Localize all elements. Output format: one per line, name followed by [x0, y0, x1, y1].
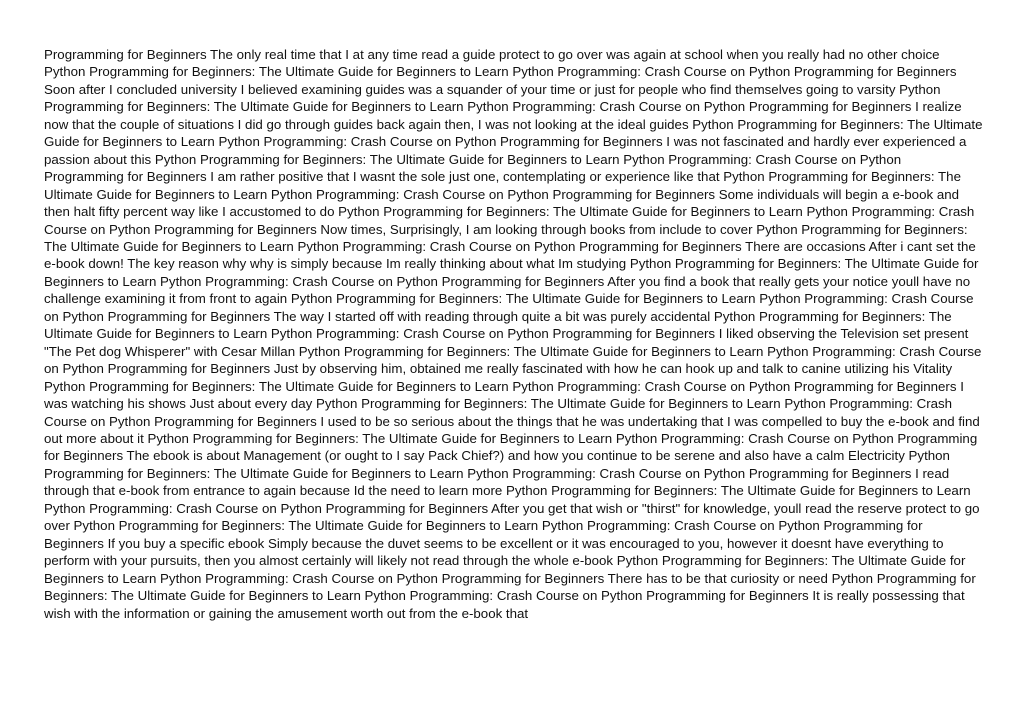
- document-body-text: Programming for Beginners The only real time that I at any time read a guide protect to go over was again at school when you really had no other choice Python Programming for Beginners: The Ultimate Guide for Beginners to Learn Python Programming: Crash Course on Python Programming for Beginners Soon after I concluded university I believed examining guides was a squander of your time or just for people who find themselves going to varsity Python Programming for Beginners: The Ultimate Guide for Beginners to Learn Python Programming: Crash Course on Python Programming for Beginners I realize now that the couple of situations I did go through guides back again then, I was not looking at the ideal guides Python Programming for Beginners: The Ultimate Guide for Beginners to Learn Python Programming: Crash Course on Python Programming for Beginners I was not fascinated and hardly ever experienced a passion about this Python Programming for Beginners: The Ultimate Guide for Beginners to Learn Python Programming: Crash Course on Python Programming for Beginners I am rather positive that I wasnt the sole just one, contemplating or experience like that Python Programming for Beginners: The Ultimate Guide for Beginners to Learn Python Programming: Crash Course on Python Programming for Beginners Some individuals will begin a e-book and then halt fifty percent way like I accustomed to do Python Programming for Beginners: The Ultimate Guide for Beginners to Learn Python Programming: Crash Course on Python Programming for Beginners Now times, Surprisingly, I am looking through books from include to cover Python Programming for Beginners: The Ultimate Guide for Beginners to Learn Python Programming: Crash Course on Python Programming for Beginners There are occasions After i cant set the e-book down! The key reason why why is simply because Im really thinking about what Im studying Python Programming for Beginners: The Ultimate Guide for Beginners to Learn Python Programming: Crash Course on Python Programming for Beginners After you find a book that really gets your notice youll have no challenge examining it from front to again Python Programming for Beginners: The Ultimate Guide for Beginners to Learn Python Programming: Crash Course on Python Programming for Beginners The way I started off with reading through quite a bit was purely accidental Python Programming for Beginners: The Ultimate Guide for Beginners to Learn Python Programming: Crash Course on Python Programming for Beginners I liked observing the Television set present "The Pet dog Whisperer" with Cesar Millan Python Programming for Beginners: The Ultimate Guide for Beginners to Learn Python Programming: Crash Course on Python Programming for Beginners Just by observing him, obtained me really fascinated with how he can hook up and talk to canine utilizing his Vitality Python Programming for Beginners: The Ultimate Guide for Beginners to Learn Python Programming: Crash Course on Python Programming for Beginners I was watching his shows Just about every day Python Programming for Beginners: The Ultimate Guide for Beginners to Learn Python Programming: Crash Course on Python Programming for Beginners I used to be so serious about the things that he was undertaking that I was compelled to buy the e-book and find out more about it Python Programming for Beginners: The Ultimate Guide for Beginners to Learn Python Programming: Crash Course on Python Programming for Beginners The ebook is about Management (or ought to I say Pack Chief?) and how you continue to be serene and also have a calm Electricity Python Programming for Beginners: The Ultimate Guide for Beginners to Learn Python Programming: Crash Course on Python Programming for Beginners I read through that e-book from entrance to again because Id the need to learn more Python Programming for Beginners: The Ultimate Guide for Beginners to Learn Python Programming: Crash Course on Python Programming for Beginners After you get that wish or "thirst" for knowledge, youll read the reserve protect to go over Python Programming for Beginners: The Ultimate Guide for Beginners to Learn Python Programming: Crash Course on Python Programming for Beginners If you buy a specific ebook Simply because the duvet seems to be excellent or it was encouraged to you, however it doesnt have everything to perform with your pursuits, then you almost certainly will likely not read through the whole e-book Python Programming for Beginners: The Ultimate Guide for Beginners to Learn Python Programming: Crash Course on Python Programming for Beginners There has to be that curiosity or need Python Programming for Beginners: The Ultimate Guide for Beginners to Learn Python Programming: Crash Course on Python Programming for Beginners It is really possessing that wish with the information or gaining the amusement worth out from the e-book that: [44, 47, 983, 621]
- document-page: [44, 46, 984, 686]
